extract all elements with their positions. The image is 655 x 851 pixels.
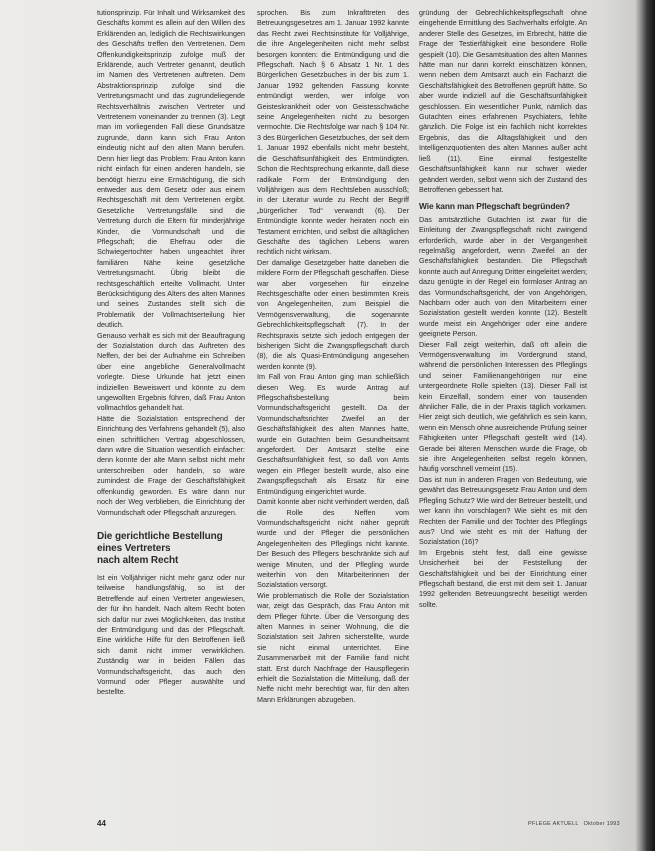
page-edge-shadow — [635, 0, 655, 851]
body-paragraph: sprochen. Bis zum Inkrafttreten des Betreuungsgesetzes am 1. Januar 1992 kannte das Recht zwei Rechtsinstitute für Volljährige, die ihre Angelegenheiten nicht mehr selbst besorgen konnten: die Entmündigung und die Pflegschaft. Nach § 6 Absatz 1 Nr. 1 des Bürgerlichen Gesetzbuches in der bis zum 1. Januar 1992 geltenden Fassung konnte entmündigt werden, wer infolge von Geisteskrankheit oder von Geistesschwäche seine Angelegenheiten nicht zu besorgen vermochte. Die Rechtsfolge war nach § 104 Nr. 3 des Bürgerlichen Gesetzbuches, der seit dem 1. Januar 1992 ebenfalls nicht mehr besteht, die Geschäftsunfähigkeit des Entmündigten. Schon die Rechtsprechung erkannte, daß diese radikale Form der Entmündigung den Volljährigen aus dem Rechtsleben ausschloß; in der Literatur wurde zu Recht der Begriff „bürgerlicher Tod“ verwandt (6). Der Entmündigte konnte weder heiraten noch ein Testament errichten, und selbst die alltäglichen Geschäfte des täglichen Lebens waren rechtlich nicht wirksam. — [257, 8, 409, 257]
body-paragraph: tutionsprinzip. Für Inhalt und Wirksamkeit des Geschäfts kommt es allein auf den Willen des Erklärenden an, lediglich die Rechtswirkungen des Geschäfts treffen den Vertretenen. Dem Offenkundigkeitsprinzip zufolge muß der Erklärende, auch Vertreter genannt, deutlich im Namen des Vertretenen auftreten. Dem Abstraktionsprinzip zufolge sind die Vertretungsmacht und das zugrundeliegende Rechtsverhältnis zwischen Vertreter und Vertretenem voneinander zu trennen (3). Legt man im vorliegenden Fall diese Grundsätze zugrunde, dann kann sich Frau Anton eindeutig nicht auf den alten Mann berufen. Denn hier liegt das Problem: Frau Anton kann nicht einfach für einen anderen handeln, sie benötigt hierzu eine Ermächtigung, die sich entweder aus dem Gesetz oder aus einem Rechtsgeschäft mit dem Vertretenen ergibt. Gesetzliche Vertretungsfälle sind die Vertretung durch die Eltern für minderjährige Kinder, die Vormundschaft und die Pflegschaft; die Ehefrau oder die Schwiegertochter haben ungeachtet ihrer familiären Nähe keine gesetzliche Vertretungsmacht. Übrig bleibt die rechtsgeschäftlich erteilte Vollmacht. Unter Berücksichtigung des Alters des alten Mannes und seines Zustandes stellt sich die Problematik der Vollmachtserteilung hier deutlich. — [97, 8, 245, 330]
body-paragraph: Genauso verhält es sich mit der Beauftragung der Sozialstation durch das Auftreten des Neffen, der bei der Aufnahme ein Schreiben über eine angebliche Generalvollmacht vorlegte. Diese Urkunde hat jetzt einen indiziellen Beweiswert und könnte zu dem ungewollten Ergebnis führen, daß Frau Anton vollmachtlos gehandelt hat. — [97, 330, 245, 413]
body-paragraph: Im Fall von Frau Anton ging man schließlich diesen Weg. Es wurde Antrag auf Pflegschaftsbestellung beim Vormundschaftsgericht gestellt. Da der Vormundschaftsrichter Zweifel an der Geschäftsfähigkeit des alten Mannes hatte, wurde ein Gutachten beim Gesundheitsamt angefordert. Der Amtsarzt stellte eine Geschäftsunfähigkeit fest, so daß von Amts wegen ein Pfleger bestellt wurde, also eine Zwangspflegschaft als Ersatz für eine Entmündigung eingerichtet wurde. — [257, 372, 409, 496]
issue-date: Oktober 1993 — [583, 821, 620, 827]
body-paragraph: Dieser Fall zeigt weiterhin, daß oft allein die Vermögensverwaltung im Vordergrund stand, während die persönlichen Interessen des Pfleglings und seiner Familienangehörigen nur eine untergeordnete Rolle spielten (13). Dieser Fall ist kein Einzelfall, sondern einer von tausenden ähnlicher Fälle, die in der Praxis täglich vorkamen. Hier zeigt sich deutlich, wie gefährlich es sein kann, wenn ein Mensch ohne ausreichende Prüfung seiner Fähigkeiten unter Pflegschaft gestellt wird (14). Gerade bei älteren Menschen wurde die Frage, ob sie ihre Angelegenheiten selbst regeln können, häufig vorschnell verneint (15). — [419, 339, 587, 474]
publication-name: PFLEGE AKTUELL — [528, 821, 579, 827]
body-paragraph: Hätte die Sozialstation entsprechend der Einrichtung des Verfahrens gehandelt (5), also einen schriftlichen Vertrag abgeschlossen, dann wäre die Situation wesentlich einfacher: denn konnte der alte Mann selbst nicht mehr unterschreiben oder handeln, so wäre zumindest die Frage der Geschäftsfähigkeit offenkundig geworden. Es wäre dann nur noch der Weg verblieben, die Einrichtung der Vormundschaft oder Pflegschaft anzuregen. — [97, 413, 245, 517]
section-heading: Die gerichtliche Bestellung eines Vertreters nach altem Recht — [97, 530, 223, 566]
body-paragraph: Ist ein Volljähriger nicht mehr ganz oder nur teilweise handlungsfähig, so ist der Betreffende auf einen Vertreter angewiesen, der für ihn handelt. Nach altem Recht boten sich dafür nur zwei Möglichkeiten, das Institut der Entmündigung und das der Pflegschaft. Eine wirkliche Hilfe für den Betroffenen ließ sich damit nicht immer verwirklichen. Zuständig war in beiden Fällen das Vormundschaftsgericht, das auch den Vormund oder Pfleger auswählte und bestellte. — [97, 572, 245, 697]
body-paragraph: Der damalige Gesetzgeber hatte daneben die mildere Form der Pflegschaft geschaffen. Diese war aber vorgesehen für einzelne Rechtsgeschäfte oder einen bestimmten Kreis von Angelegenheiten, zum Beispiel die Vermögensverwaltung, die sogenannte Gebrechlichkeitspflegschaft (7). In der Rechtspraxis setzte sich jedoch entgegen der bisherigen Sicht die Zwangspflegschaft durch (8), die als Quasi-Entmündigung angesehen werden konnte (9). — [257, 257, 409, 371]
body-paragraph: Wie problematisch die Rolle der Sozialstation war, zeigt das Gespräch, das Frau Anton mit dem Pfleger führte. Über die Versorgung des alten Mannes in seiner Wohnung, die die Sozialstation seit Jahren sicherstellte, wurde sie nicht einmal unterrichtet. Eine Zusammenarbeit mit der Familie fand nicht statt. Erst durch Nachfrage der Hauspflegerin erhielt die Sozialstation die Mitteilung, daß der Neffe nicht mehr berechtigt war, für den alten Mann Erklärungen abzugeben. — [257, 590, 409, 704]
section-heading: Wie kann man Pflegschaft begründen? — [419, 201, 570, 212]
page-number: 44 — [97, 819, 106, 828]
body-paragraph: Im Ergebnis steht fest, daß eine gewisse Unsicherheit bei der Feststellung der Geschäftsfähigkeit und bei der Einrichtung einer Pflegschaft bestand, die erst mit dem seit 1. Januar 1992 geltenden Betreuungsrecht beseitigt werden sollte. — [419, 547, 587, 609]
text-column-1 — [97, 8, 245, 814]
text-column-3 — [419, 8, 587, 808]
body-paragraph: gründung der Gebrechlichkeitspflegschaft ohne eingehende Ermittlung des Sachverhalts erfolgte. An anderer Stelle des Gesetzes, im Erbrecht, hätte die Frage der Testierfähigkeit eine besondere Rolle gespielt (10). Die Gesamtsituation des alten Mannes hätte man nur dann korrekt einschätzen können, wenn neben dem Amtsarzt auch ein Facharzt die Geschäftsfähigkeit des Betroffenen geprüft hätte. So aber wurde indiziell auf die Geschäftsunfähigkeit geschlossen. Ein wesentlicher Punkt, nämlich das Gutachten eines erfahrenen Psychiaters, fehlte gänzlich. Die Folge ist ein fachlich nicht korrektes Ergebnis, das die Alltagsfähigkeit und den Intelligenzquotienten des alten Mannes außer acht ließ (11). Eine einmal festgestellte Geschäftsunfähigkeit kann nur schwer wieder geändert werden, selbst wenn sich der Zustand des Betroffenen gebessert hat. — [419, 8, 587, 194]
running-footer — [528, 821, 620, 827]
body-paragraph: Damit konnte aber nicht verhindert werden, daß die Rolle des Neffen vom Vormundschaftsgericht nicht näher geprüft wurde und der Pfleger die persönlichen Angelegenheiten des Pfleglings nicht kannte. Der Besuch des Pflegers beschränkte sich auf wenige Minuten, und der Pflegling wurde weiterhin von den Mitarbeiterinnen der Sozialstation versorgt. — [257, 497, 409, 590]
body-paragraph: Das ist nun in anderen Fragen von Bedeutung, wie gewährt das Betreuungsgesetz Frau Anton und dem Pflegling Schutz? Wie wird der Betreuer bestellt, und wer kann ihn vorschlagen? Wie sieht es mit den Rechten der Familie und der Tochter des Pfleglings aus? Und wie steht es mit der Haftung der Sozialstation (16)? — [419, 474, 587, 547]
body-paragraph: Das amtsärztliche Gutachten ist zwar für die Einleitung der Zwangspflegschaft nicht zwingend erforderlich, wurde aber in der Vergangenheit regelmäßig angefordert, wenn Zweifel an der Geschäftsfähigkeit bestanden. Die Pflegschaft konnte auch auf Anregung Dritter eingeleitet werden; dazu genügte in der Regel ein formloser Antrag an das Vormundschaftsgericht, der von Angehörigen, Nachbarn oder auch von den Mitarbeitern einer Sozialstation gestellt werden konnte (12). Bestellt wurde meist ein Angehöriger oder eine andere geeignete Person. — [419, 214, 587, 339]
text-column-2 — [257, 8, 409, 826]
